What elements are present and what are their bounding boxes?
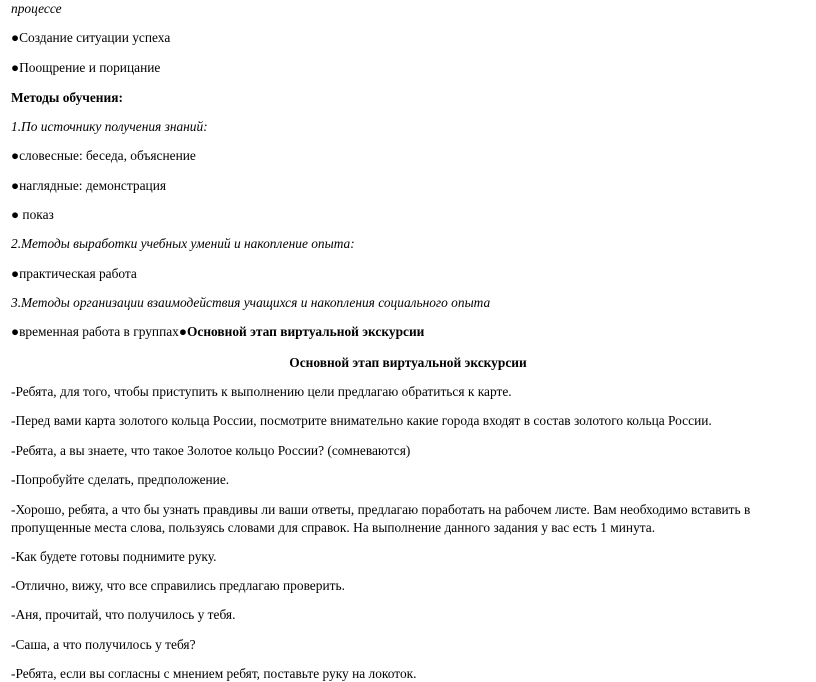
paragraph-anya: -Аня, прочитай, что получилось у тебя. — [11, 607, 236, 622]
method-group-2: 2.Методы выработки учебных умений и накопление опыта: — [11, 236, 355, 251]
paragraph-check: -Отлично, вижу, что все справились предлагаю проверить. — [11, 578, 345, 593]
bullet-visual: ●наглядные: демонстрация — [11, 178, 167, 193]
bullet-main-stage-inline: ●Основной этап виртуальной экскурсии — [178, 324, 425, 339]
paragraph-worksheet-1: -Хорошо, ребята, а что бы узнать правдивы ли ваши ответы, предлагаю поработать на рабочем листе. Вам необходимо вставить в — [11, 502, 751, 517]
paragraph-map-intro: -Ребята, для того, чтобы приступить к выполнению цели предлагаю обратиться к карте. — [11, 384, 512, 399]
bullet-group-work-line — [11, 323, 424, 340]
paragraph-golden-ring-question: -Ребята, а вы знаете, что такое Золотое кольцо России? (сомневаются) — [11, 443, 411, 458]
bullet-verbal: ●словесные: беседа, объяснение — [11, 148, 196, 163]
paragraph-worksheet-2: пропущенные места слова, пользуясь словами для справок. На выполнение данного задания у вас есть 1 минута. — [11, 520, 656, 535]
bullet-practical-work: ●практическая работа — [11, 266, 137, 281]
bullet-show: ● показ — [11, 207, 54, 222]
paragraph-sasha: -Саша, а что получилось у тебя? — [11, 637, 196, 652]
paragraph-guess: -Попробуйте сделать, предположение. — [11, 472, 230, 487]
paragraph-raise-hand: -Как будете готовы поднимите руку. — [11, 549, 217, 564]
bullet-group-work: ●временная работа в группах — [11, 324, 179, 339]
section-title-main-stage: Основной этап виртуальной экскурсии — [289, 355, 527, 370]
bullet-encouragement: ●Поощрение и порицание — [11, 60, 161, 75]
method-group-3: 3.Методы организации взаимодействия учащихся и накопления социального опыта — [11, 295, 491, 310]
bullet-success-situation: ●Создание ситуации успеха — [11, 30, 171, 45]
text-line-process: процессе — [11, 1, 62, 16]
heading-teaching-methods: Методы обучения: — [11, 90, 123, 105]
paragraph-map-cities: -Перед вами карта золотого кольца России, посмотрите внимательно какие города входят в состав золотого кольца России. — [11, 413, 712, 428]
paragraph-agree: -Ребята, если вы согласны с мнением ребят, поставьте руку на локоток. — [11, 666, 417, 681]
method-group-1: 1.По источнику получения знаний: — [11, 119, 208, 134]
